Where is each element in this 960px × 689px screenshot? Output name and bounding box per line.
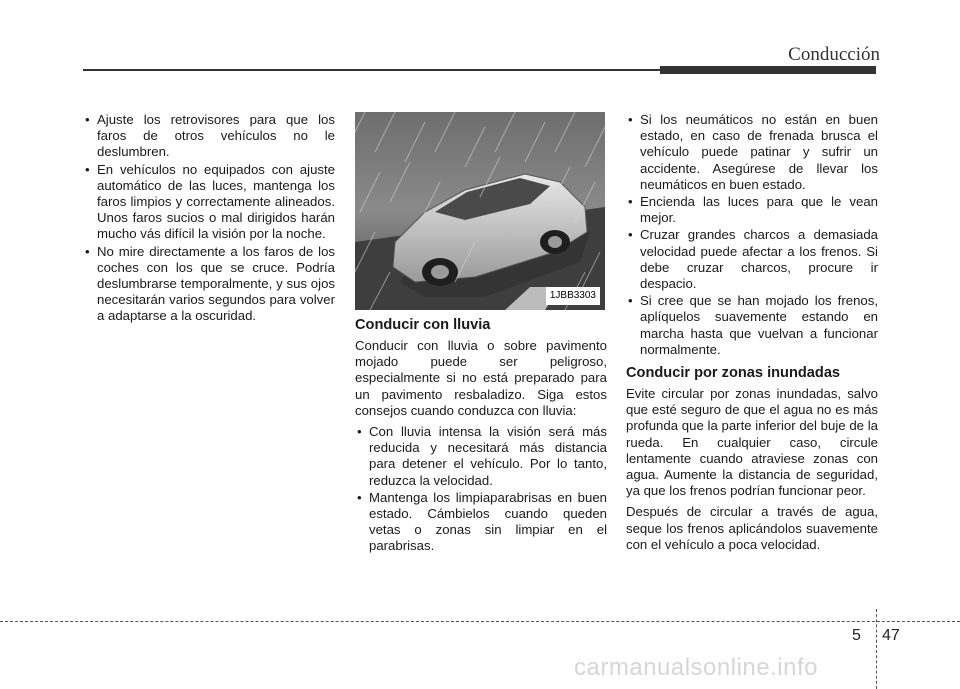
list-item: • Ajuste los retrovisores para que los faros de otros vehículos no le deslumbren.	[85, 112, 335, 160]
list-item-text: En vehículos no equipados con ajuste automático de las luces, mantenga los faros limpios y correctamente alineados. Unos faros sucios o mal dirigidos harán mucho vás difícil la visión por la noche.	[97, 161, 335, 242]
list-item: • No mire directamente a los faros de los coches con los que se cruce. Podría deslumbrarse temporalmente, y sus ojos necesitarán varios segundos para volver a adaptarse a la oscuridad.	[85, 243, 335, 324]
list-item: • En vehículos no equipados con ajuste automático de las luces, mantenga los faros limpios y correctamente alineados. Unos faros sucios o mal dirigidos harán mucho vás difícil la visión por la noche.	[85, 161, 335, 242]
list-item-text: Cruzar grandes charcos a demasiada velocidad puede afectar a los frenos. Si debe cruzar charcos, procure ir despacio.	[640, 227, 878, 292]
header-rule	[83, 69, 660, 71]
chapter-number: 5	[852, 627, 861, 644]
list-item-text: Encienda las luces para que le vean mejor.	[640, 194, 878, 226]
column-3	[626, 112, 878, 558]
bullet-list	[626, 112, 878, 358]
rain-car-illustration	[355, 112, 605, 310]
list-item: • Si los neumáticos no están en buen estado, en caso de frenada brusca el vehículo puede patinar y sufrir un accidente. Asegúrese de llevar los neumáticos en buen estado.	[628, 112, 878, 192]
page-header-title: Conducción	[788, 44, 880, 65]
list-item-text: Si cree que se han mojado los frenos, aplíquelos suavemente estando en marcha hasta que vuelvan a funcionar normalmente.	[640, 293, 878, 357]
list-item-text: Si los neumáticos no están en buen estado, en caso de frenada brusca el vehículo puede patinar y sufrir un accidente. Asegúrese de llevar los neumáticos en buen estado.	[640, 112, 878, 192]
bullet-list	[355, 424, 607, 555]
column-2	[355, 112, 607, 556]
column-1	[83, 112, 335, 326]
car-in-rain-image	[355, 112, 605, 310]
list-item: • Encienda las luces para que le vean mejor.	[628, 194, 878, 226]
list-item-text: Ajuste los retrovisores para que los faros de otros vehículos no le deslumbren.	[97, 112, 335, 160]
bullet-list	[83, 112, 335, 325]
footer-divider	[876, 609, 877, 689]
header-bar	[660, 66, 876, 74]
paragraph: Evite circular por zonas inundadas, salvo que esté seguro de que el agua no es más profunda que la parte inferior del buje de la rueda. En cualquier caso, circule lentamente cuando atraviese zonas con agua. Aumente la distancia de seguridad, ya que los frenos podrían funcionar peor.	[626, 386, 878, 499]
list-item-text: No mire directamente a los faros de los coches con los que se cruce. Podría deslumbrarse temporalmente, y sus ojos necesitarán varios segundos para volver a adaptarse a la oscuridad.	[97, 243, 335, 324]
list-item: • Cruzar grandes charcos a demasiada velocidad puede afectar a los frenos. Si debe cruzar charcos, procure ir despacio.	[628, 227, 878, 292]
footer-rule	[0, 621, 960, 622]
paragraph: Conducir con lluvia o sobre pavimento mojado puede ser peligroso, especialmente si no está preparado para un pavimento resbaladizo. Siga estos consejos cuando conduzca con lluvia:	[355, 338, 607, 418]
watermark: carmanualsonline.info	[574, 654, 818, 681]
list-item: • Con lluvia intensa la visión será más reducida y necesitará más distancia para detener el vehículo. Por lo tanto, reduzca la velocidad.	[357, 424, 607, 488]
list-item-text: Con lluvia intensa la visión será más reducida y necesitará más distancia para detener el vehículo. Por lo tanto, reduzca la velocidad.	[369, 424, 607, 488]
page-number: 47	[882, 627, 900, 644]
figure-caption: 1JBB3303	[546, 287, 600, 305]
section-heading-flooded: Conducir por zonas inundadas	[626, 365, 841, 382]
list-item-text: Mantenga los limpiaparabrisas en buen estado. Cámbielos cuando queden vetas o zonas sin limpiar en el parabrisas.	[369, 489, 607, 554]
paragraph: Después de circular a través de agua, seque los frenos aplicándolos suavemente con el vehículo a poca velocidad.	[626, 504, 878, 552]
section-heading-rain: Conducir con lluvia	[355, 317, 491, 333]
list-item: • Mantenga los limpiaparabrisas en buen estado. Cámbielos cuando queden vetas o zonas sin limpiar en el parabrisas.	[357, 489, 607, 554]
list-item: • Si cree que se han mojado los frenos, aplíquelos suavemente estando en marcha hasta que vuelvan a funcionar normalmente.	[628, 293, 878, 357]
